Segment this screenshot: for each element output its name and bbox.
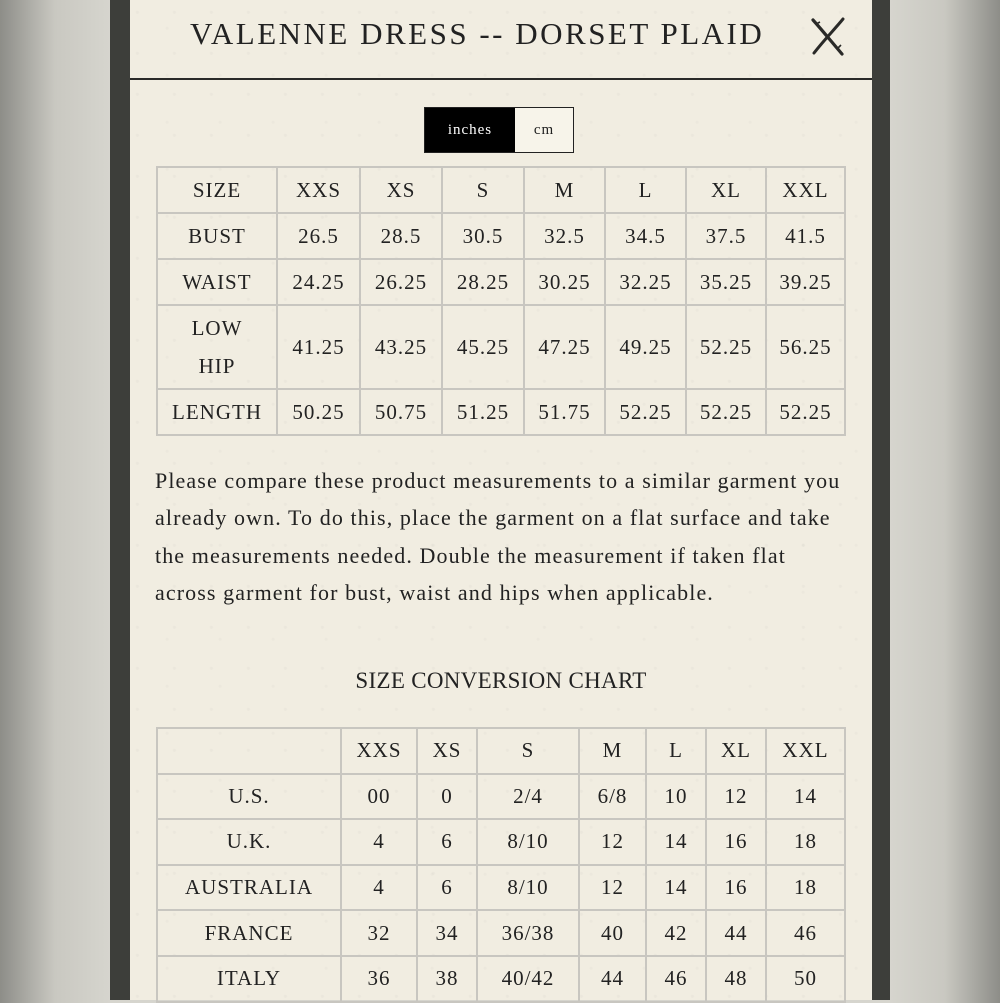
conversion-header-cell [157,728,341,774]
conversion-cell: 16 [706,865,766,911]
conversion-cell: 46 [766,910,845,956]
conversion-cell: 18 [766,865,845,911]
size-table-cell: 24.25 [277,259,360,305]
size-table-cell: 50.75 [360,389,442,435]
conversion-cell: 2/4 [477,774,579,820]
size-table-row-label-line: LENGTH [172,400,262,424]
conversion-cell: 6 [417,865,477,911]
conversion-row-label: AUSTRALIA [157,865,341,911]
conversion-header-cell: XL [706,728,766,774]
conversion-cell: 4 [341,819,417,865]
conversion-cell: 32 [341,910,417,956]
size-table [156,166,846,436]
size-table-cell: 52.25 [686,305,766,389]
conversion-cell: 16 [706,819,766,865]
conversion-row [157,865,845,911]
size-table-cell: 30.5 [442,213,524,259]
conversion-cell: 14 [646,865,706,911]
size-table-cell: 30.25 [524,259,605,305]
size-table-header-cell: XXL [766,167,845,213]
conversion-cell: 12 [579,819,646,865]
size-table-row-label [157,213,277,259]
conversion-cell: 14 [766,774,845,820]
size-table-row-label-line: HIP [198,354,236,378]
conversion-row [157,819,845,865]
size-table-cell: 52.25 [766,389,845,435]
conversion-header-cell: XXL [766,728,845,774]
size-table-cell: 51.75 [524,389,605,435]
conversion-cell: 10 [646,774,706,820]
size-table-row [157,213,845,259]
conversion-row [157,910,845,956]
unit-toggle[interactable] [424,107,574,153]
conversion-cell: 38 [417,956,477,1002]
conversion-row-label: U.S. [157,774,341,820]
size-table-row-label [157,305,277,389]
size-table-row [157,259,845,305]
conversion-cell: 48 [706,956,766,1002]
size-table-cell: 52.25 [605,389,686,435]
size-table-cell: 28.5 [360,213,442,259]
size-table-row-label [157,389,277,435]
conversion-row [157,956,845,1002]
conversion-cell: 18 [766,819,845,865]
conversion-row [157,774,845,820]
conversion-header-cell: XS [417,728,477,774]
size-table-cell: 26.25 [360,259,442,305]
size-table-row-label-line: WAIST [182,270,252,294]
modal-header [130,0,872,80]
conversion-cell: 40/42 [477,956,579,1002]
conversion-cell: 34 [417,910,477,956]
size-table-cell: 41.25 [277,305,360,389]
unit-option-inches[interactable]: inches [425,108,515,152]
conversion-cell: 12 [579,865,646,911]
conversion-cell: 6/8 [579,774,646,820]
size-table-header-cell: S [442,167,524,213]
conversion-row-label: FRANCE [157,910,341,956]
size-table-cell: 39.25 [766,259,845,305]
conversion-cell: 8/10 [477,819,579,865]
size-table-row-label [157,259,277,305]
conversion-chart-title: SIZE CONVERSION CHART [355,668,647,693]
conversion-cell: 40 [579,910,646,956]
conversion-cell: 44 [579,956,646,1002]
conversion-cell: 36/38 [477,910,579,956]
conversion-header-row [157,728,845,774]
size-chart-modal [130,0,872,1000]
size-table-cell: 41.5 [766,213,845,259]
size-table-header-cell: SIZE [157,167,277,213]
conversion-cell: 50 [766,956,845,1002]
unit-option-cm[interactable]: cm [515,108,573,152]
size-table-row-label-line: LOW [191,316,243,340]
size-table-header-cell: XL [686,167,766,213]
page-title: VALENNE DRESS -- DORSET PLAID [190,16,765,51]
size-table-cell: 43.25 [360,305,442,389]
size-conversion-table [156,727,846,1003]
close-button[interactable] [808,14,848,58]
conversion-cell: 6 [417,819,477,865]
size-table-header-cell: L [605,167,686,213]
conversion-row-label: ITALY [157,956,341,1002]
size-table-cell: 50.25 [277,389,360,435]
conversion-cell: 4 [341,865,417,911]
conversion-cell: 44 [706,910,766,956]
conversion-header-cell: XXS [341,728,417,774]
size-table-row [157,305,845,389]
conversion-cell: 12 [706,774,766,820]
conversion-header-cell: M [579,728,646,774]
size-table-cell: 45.25 [442,305,524,389]
size-table-row-label-line: BUST [188,224,246,248]
size-table-cell: 32.5 [524,213,605,259]
conversion-header-cell: L [646,728,706,774]
conversion-cell: 36 [341,956,417,1002]
size-table-cell: 56.25 [766,305,845,389]
size-table-cell: 26.5 [277,213,360,259]
size-table-cell: 49.25 [605,305,686,389]
conversion-cell: 42 [646,910,706,956]
size-table-header-cell: XXS [277,167,360,213]
size-table-cell: 37.5 [686,213,766,259]
conversion-cell: 8/10 [477,865,579,911]
size-table-cell: 32.25 [605,259,686,305]
size-table-cell: 34.5 [605,213,686,259]
size-table-cell: 52.25 [686,389,766,435]
size-table-cell: 35.25 [686,259,766,305]
conversion-cell: 00 [341,774,417,820]
size-table-cell: 28.25 [442,259,524,305]
conversion-header-cell: S [477,728,579,774]
conversion-cell: 46 [646,956,706,1002]
conversion-row-label: U.K. [157,819,341,865]
conversion-cell: 0 [417,774,477,820]
close-icon [808,14,848,58]
size-table-header-row [157,167,845,213]
size-table-cell: 47.25 [524,305,605,389]
size-table-row [157,389,845,435]
measurement-note: Please compare these product measurements to a similar garment you already own. To do this, place the garment on a flat surface and take the measurements needed. Double the measurement if taken flat across garment for bust, waist and hips when applicable. [155,468,841,605]
size-table-header-cell: XS [360,167,442,213]
size-table-cell: 51.25 [442,389,524,435]
size-table-header-cell: M [524,167,605,213]
conversion-cell: 14 [646,819,706,865]
